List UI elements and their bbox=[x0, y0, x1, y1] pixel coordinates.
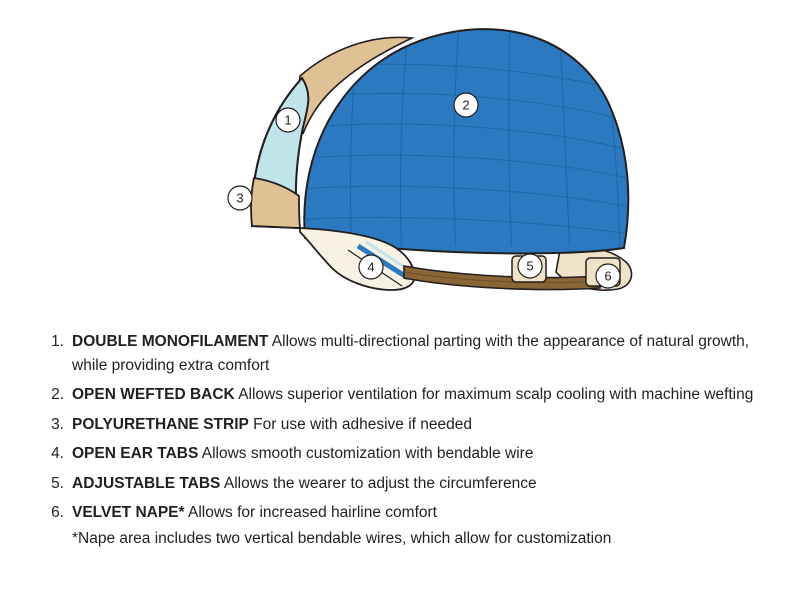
legend-item-1-term: DOUBLE MONOFILAMENT bbox=[72, 333, 269, 350]
legend-item-4-term: OPEN EAR TABS bbox=[72, 445, 199, 463]
callout-2-label: 2 bbox=[462, 97, 470, 113]
legend-item-4-number: 4. bbox=[51, 445, 64, 463]
callout-4-label: 4 bbox=[367, 259, 375, 275]
legend-footnote: *Nape area includes two vertical bendable wires, which allow for customization bbox=[72, 529, 612, 547]
legend-item-5-term: ADJUSTABLE TABS bbox=[72, 474, 221, 492]
callout-1 bbox=[276, 108, 300, 132]
legend-item-2-description: Allows superior ventilation for maximum scalp cooling with machine wefting bbox=[238, 386, 754, 404]
legend-item-6-term: VELVET NAPE* bbox=[72, 504, 185, 522]
legend-item-1 bbox=[44, 330, 760, 377]
legend-item-2-number: 2. bbox=[51, 386, 64, 404]
legend-item-3-term: POLYURETHANE STRIP bbox=[72, 415, 249, 433]
legend-item-4-description: Allows smooth customization with bendable wire bbox=[201, 445, 534, 463]
legend-item-3 bbox=[44, 413, 760, 437]
callout-5-label: 5 bbox=[526, 258, 534, 274]
callout-6 bbox=[596, 264, 620, 288]
legend-item-3-number: 3. bbox=[51, 415, 64, 433]
adjustable-tabs-strap bbox=[404, 256, 620, 290]
legend-item-4 bbox=[44, 442, 760, 466]
callout-4 bbox=[359, 255, 383, 279]
legend-item-6 bbox=[44, 501, 760, 525]
callout-3-label: 3 bbox=[236, 190, 244, 206]
legend-item-2-term: OPEN WEFTED BACK bbox=[72, 386, 235, 404]
legend-list bbox=[44, 330, 760, 525]
legend-item-2 bbox=[44, 383, 760, 407]
callout-5 bbox=[518, 254, 542, 278]
callout-3 bbox=[228, 186, 252, 210]
legend-item-5 bbox=[44, 472, 760, 496]
legend-item-6-number: 6. bbox=[51, 504, 64, 522]
callout-1-label: 1 bbox=[284, 112, 292, 128]
legend-item-3-description: For use with adhesive if needed bbox=[253, 415, 473, 433]
legend-item-1-number: 1. bbox=[51, 333, 64, 350]
legend-item-5-number: 5. bbox=[51, 474, 64, 492]
legend-item-1-description: Allows multi-directional parting with the appearance of natural growth, while providing extra comfort bbox=[72, 333, 750, 374]
callout-2 bbox=[454, 93, 478, 117]
legend-item-5-description: Allows the wearer to adjust the circumference bbox=[223, 474, 537, 492]
legend bbox=[44, 330, 760, 550]
callout-6-label: 6 bbox=[604, 268, 612, 284]
legend-item-6-description: Allows for increased hairline comfort bbox=[188, 504, 437, 522]
